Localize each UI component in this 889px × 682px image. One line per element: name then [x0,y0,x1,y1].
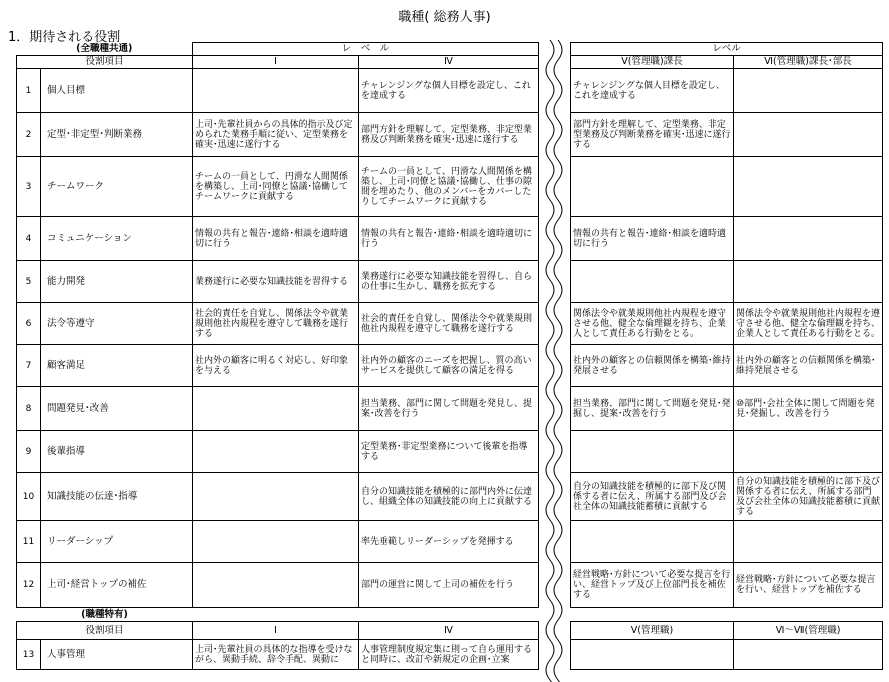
col-IV-header: Ⅳ [359,56,539,69]
table-row [571,640,883,670]
common-label: (全職種共通) [17,43,193,56]
special-col-VI-header: Ⅵ～Ⅶ(管理職) [734,622,883,640]
special-col-V-header: Ⅴ(管理職) [571,622,734,640]
table-row [571,157,883,217]
table-row: 3 チームワーク チームの一員として、円滑な人間関係を構築し、上司･同僚と協議･協働してチームワークに貢献する チームの一員として、円滑な人間関係を構築し、上司･同僚と協議･協働し、仕事の隙間を埋めたり、他のメンバーをカバーしたりしてチームワークに貢献する [17,157,539,217]
right-level-label: レベル [571,43,883,56]
table-row: 担当業務、部門に関して問題を発見･発掘し、提案･改善を行う ⑩部門･会社全体に関して問題を発見･発掘し、改善を行う [571,387,883,431]
table-row: 5 能力開発 業務遂行に必要な知識技能を習得する 業務遂行に必要な知識技能を習得し、自らの仕事に生かし、職務を拡充する [17,261,539,303]
col-item-header: 役割項目 [17,56,193,69]
level-label: レ ベ ル [193,43,539,56]
table-row: 12 上司･経営トップの補佐 部門の運営に関して上司の補佐を行う [17,563,539,608]
col-VI-header: Ⅵ(管理職)課長･部長 [734,56,883,69]
special-col-item-header: 役割項目 [17,622,193,640]
table-row: 4 コミュニケーション 情報の共有と報告･連絡･相談を適時適切に行う 情報の共有と報告･連絡･相談を適時適切に行う [17,217,539,261]
table-row: 情報の共有と報告･連絡･相談を適時適切に行う [571,217,883,261]
left-role-table [16,42,539,670]
table-row: チャレンジングな個人目標を設定し、これを達成する [571,69,883,113]
table-row [571,261,883,303]
special-col-IV-header: Ⅳ [359,622,539,640]
special-col-I-header: Ⅰ [193,622,359,640]
table-row: 11 リーダーシップ 率先垂範しリーダーシップを発揮する [17,521,539,563]
col-I-header: Ⅰ [193,56,359,69]
table-row: 経営戦略･方針について必要な提言を行い、経営トップ及び上位部門長を補佐する 経営戦略･方針について必要な提言を行い、経営トップを補佐する [571,563,883,608]
table-row: 1 個人目標 チャレンジングな個人目標を設定し、これを達成する [17,69,539,113]
table-row: 関係法令や就業規則他社内規程を遵守させる他、健全な倫理観を持ち、企業人として責任ある行動をとる。 関係法令や就業規則他社内規程を遵守させる他、健全な倫理観を持ち、企業人として責任ある行動をとる。 [571,303,883,345]
right-role-table [570,42,883,670]
document-title: 職種( 総務人事) [398,10,491,25]
table-row: 13 人事管理 上司･先輩社員の具体的な指導を受けながら、異動手続、辞令手配、異動に 人事管理制度規定集に則って自ら運用すると同時に、改訂や新規定の企画･立案 [17,640,539,670]
section-heading: 1．期待される役割 [8,30,121,45]
table-row: 自分の知識技能を積極的に部下及び関係する者に伝え、所属する部門及び会社全体の知識技能蓄積に貢献する 自分の知識技能を積極的に部下及び関係する者に伝え、所属する部門及び会社全体の知識技能蓄積に貢献する [571,473,883,521]
table-row: 9 後輩指導 定型業務･非定型業務について後輩を指導する [17,431,539,473]
special-label: (職種特有) [81,608,128,620]
table-break-wave-icon [540,40,568,682]
table-row: 10 知識技能の伝達･指導 自分の知識技能を積極的に部門内外に伝達し、組織全体の知識技能の向上に貢献する [17,473,539,521]
table-row: 社内外の顧客との信頼関係を構築･維持発展させる 社内外の顧客との信頼関係を構築･維持発展させる [571,345,883,387]
table-row: 7 顧客満足 社内外の顧客に明るく対応し、好印象を与える 社内外の顧客のニーズを把握し、質の高いサービスを提供して顧客の満足を得る [17,345,539,387]
table-row [571,521,883,563]
table-row: 6 法令等遵守 社会的責任を自覚し、関係法令や就業規則他社内規程を遵守して職務を遂行する 社会的責任を自覚し、関係法令や就業規則他社内規程を遵守して職務を遂行する [17,303,539,345]
table-row: 部門方針を理解して、定型業務、非定型業務及び判断業務を確実･迅速に遂行する [571,113,883,157]
table-row: 8 問題発見･改善 担当業務、部門に関して問題を発見し、提案･改善を行う [17,387,539,431]
col-V-header: Ⅴ(管理職)課長 [571,56,734,69]
table-row [571,431,883,473]
table-row: 2 定型･非定型･判断業務 上司･先輩社員からの具体的指示及び定められた業務手順に従い、定型業務を確実･迅速に遂行する 部門方針を理解して、定型業務、非定型業務及び判断業務を確実･迅速に遂行する [17,113,539,157]
